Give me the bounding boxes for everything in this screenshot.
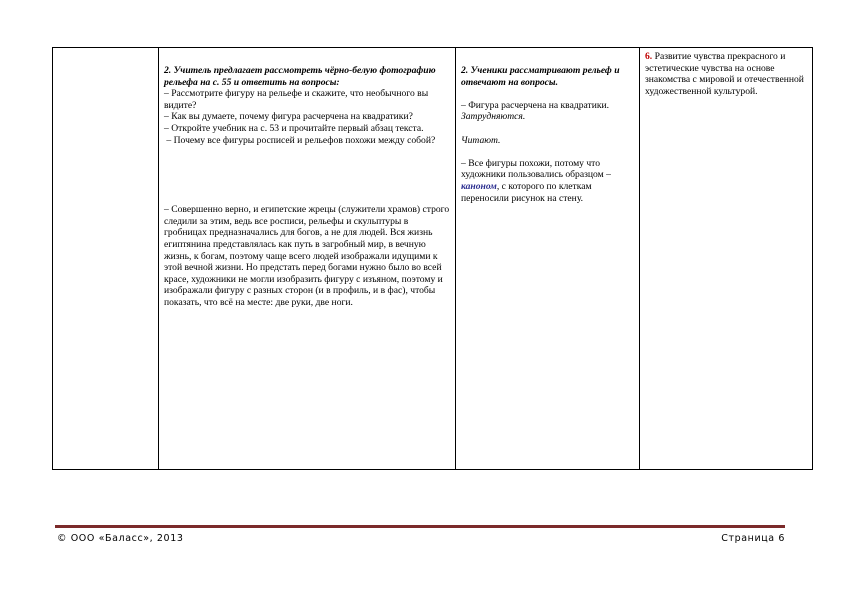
outcome-cell — [640, 48, 813, 470]
teacher-task — [164, 65, 451, 88]
outcome-text — [645, 51, 808, 97]
teacher-question-2: – Как вы думаете, почему фигура расчерчена на квадратики? — [164, 111, 413, 123]
student-task-text: Ученики рассматривают рельеф и отвечают на вопросы. — [461, 65, 620, 88]
footer-page-number: Страница 6 — [721, 533, 785, 544]
teacher-task-text: Учитель предлагает рассмотреть чёрно-белую фотографию рельефа на с. 55 и ответить на вопросы: — [164, 65, 436, 88]
student-task-number: 2. — [461, 65, 469, 76]
footer-divider — [55, 525, 785, 528]
lesson-table — [52, 47, 813, 470]
student-answer-4-start: – Все фигуры похожи, потому что художники пользовались образцом – — [461, 157, 611, 181]
student-answer-1: – Фигура расчерчена на квадратики. — [461, 99, 610, 111]
canon-term: каноном — [461, 180, 497, 192]
student-answer-4-end: , с которого по клеткам переносили рисунок на стену. — [461, 180, 592, 204]
student-answer-2: Затрудняются. — [461, 111, 526, 123]
student-task — [461, 65, 635, 88]
teacher-activity-cell — [159, 48, 456, 470]
teacher-question-4: – Почему все фигуры росписей и рельефов похожи между собой? — [164, 134, 436, 146]
teacher-question-3: – Откройте учебник на с. 53 и прочитайте первый абзац текста. — [164, 122, 424, 134]
teacher-explanation: – Совершенно верно, и египетские жрецы (служители храмов) строго следили за этим, ведь все росписи, рельефы и скульптуры в гробницах предназначались для богов, а не для людей. Вся жизнь египтянина представлялась как путь в загробный мир, в вечную жизнь, к богам, поэтому чаще всего людей изображали идущими к этой вечной жизни. Но предстать перед богами нужно было во всей красе, художники не могли изобразить фигуру с изъяном, поэтому и изображали фигуру с разных сторон (и в профиль, и в фас), чтобы показать, что всё на месте: две руки, две ноги. — [164, 204, 450, 308]
teacher-question-1: – Рассмотрите фигуру на рельефе и скажите, что необычного вы видите? — [164, 88, 429, 111]
table-row — [53, 48, 813, 470]
outcome-number: 6. — [645, 51, 653, 62]
student-answer-3: Читают. — [461, 134, 501, 146]
footer-copyright: © ООО «Баласс», 2013 — [57, 533, 184, 544]
student-activity-cell — [456, 48, 640, 470]
teacher-task-number: 2. — [164, 65, 172, 76]
outcome-description: Развитие чувства прекрасного и эстетические чувства на основе знакомства с мировой и отечественной художественной культурой. — [645, 51, 804, 97]
stage-cell — [53, 48, 159, 470]
student-answer-4 — [461, 158, 635, 204]
